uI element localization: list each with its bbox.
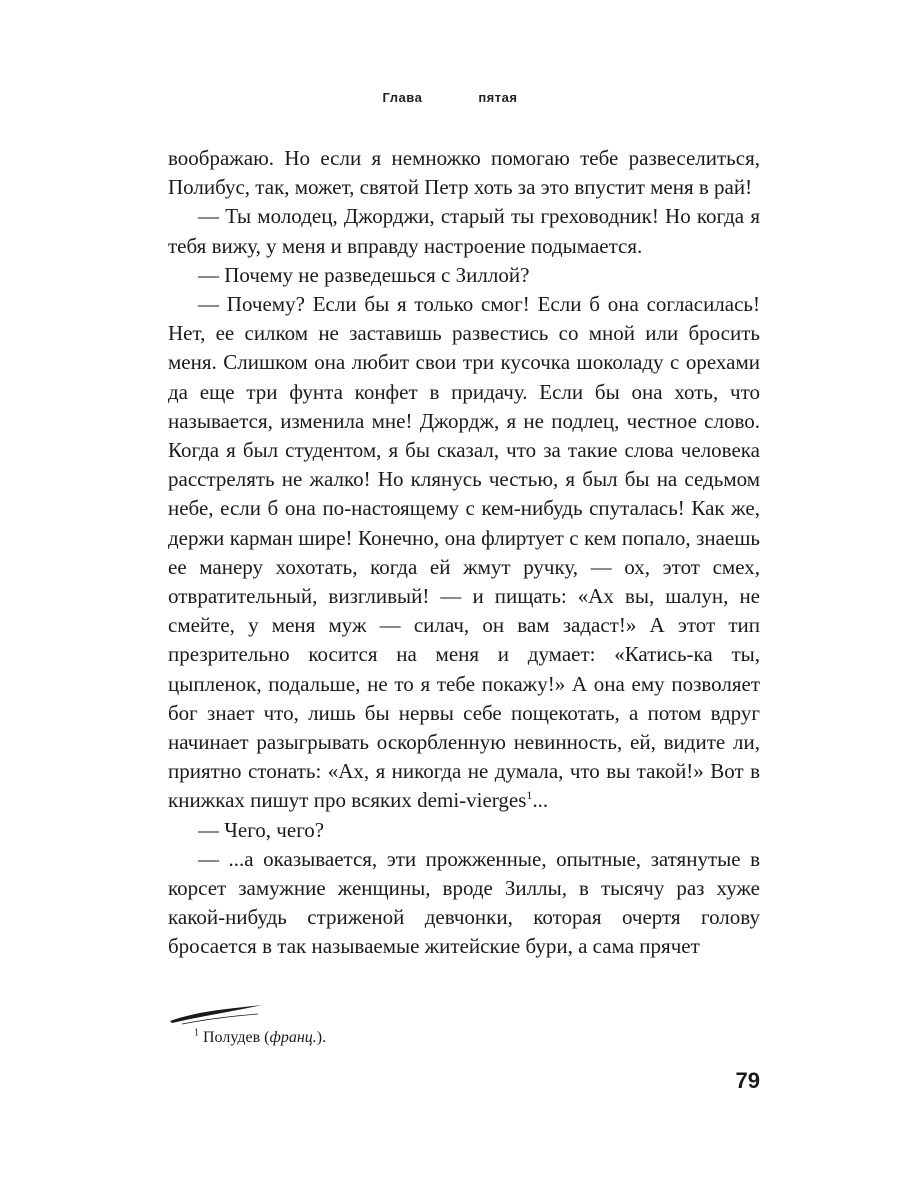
footnote-reference: 1 [526, 788, 533, 803]
page-number: 79 [735, 1068, 760, 1093]
footnote-marker: 1 [194, 1027, 199, 1039]
paragraph-3: — Почему не разведешься с Зиллой? [198, 262, 530, 287]
footnote-flourish-divider [168, 1003, 264, 1027]
footnote-text-end: ). [316, 1029, 327, 1046]
paragraph-5: — Чего, чего? [198, 817, 325, 842]
paragraph-4-text: — Почему? Если бы я только смог! Если б она согласилась! Нет, ее силком не заставишь развестись со мной или бросить меня. Слишком она любит свои три кусочка шоколаду с орехами да еще три фунта конфет в придачу. Если бы она хоть, что называется, изменила мне! Джордж, я не подлец, честное слово. Когда я был студентом, я бы сказал, что за такие слова человека расстрелять не жалко! Но клянусь честью, я был бы на седьмом небе, если б она по-настоящему с кем-нибудь спуталась! Как же, держи карман шире! Конечно, она флиртует с кем попало, знаешь ее манеру хохотать, когда ей жмут ручку, — ох, этот смех, отвратительный, визгливый! — и пищать: «Ах вы, шалун, не смейте, у меня муж — силач, он вам задаст!» А этот тип презрительно косится на меня и думает: «Катись-ка ты, цыпленок, подальше, не то я тебе покажу!» А она ему позволяет бог знает что, лишь бы нервы себе пощекотать, а потом вдруг начинает разыгрывать оскорбленную невинность, ей, видите ли, приятно стонать: «Ах, я никогда не думала, что вы такой!» Вот в книжках пишут про всяких demi-vierges [168, 292, 760, 813]
paragraph-1: воображаю. Но если я немножко помогаю тебе развеселиться, Полибус, так, может, святой Петр хоть за это впустит меня в рай! [168, 146, 760, 200]
paragraph-6: — ...а оказывается, эти прожженные, опытные, затянутые в корсет замужние женщины, вроде Зиллы, в тысячу раз хуже какой-нибудь стриженой девчонки, которая очертя голову бросается в так называемые житейские бури, а сама прячет [168, 846, 760, 959]
footnote-italic: франц. [269, 1029, 317, 1046]
header-number-word: пятая [478, 90, 518, 105]
paragraph-4 [168, 290, 760, 816]
footnote-text: Полудев ( [203, 1029, 270, 1046]
header-chapter-word: Глава [382, 90, 423, 105]
body-text [168, 144, 760, 962]
paragraph-4-ellipsis: ... [532, 788, 549, 813]
paragraph-2: — Ты молодец, Джорджи, старый ты греховодник! Но когда я тебя вижу, у меня и вправду настроение подымается. [168, 204, 760, 258]
running-header [0, 90, 900, 105]
footnote [194, 1028, 326, 1048]
